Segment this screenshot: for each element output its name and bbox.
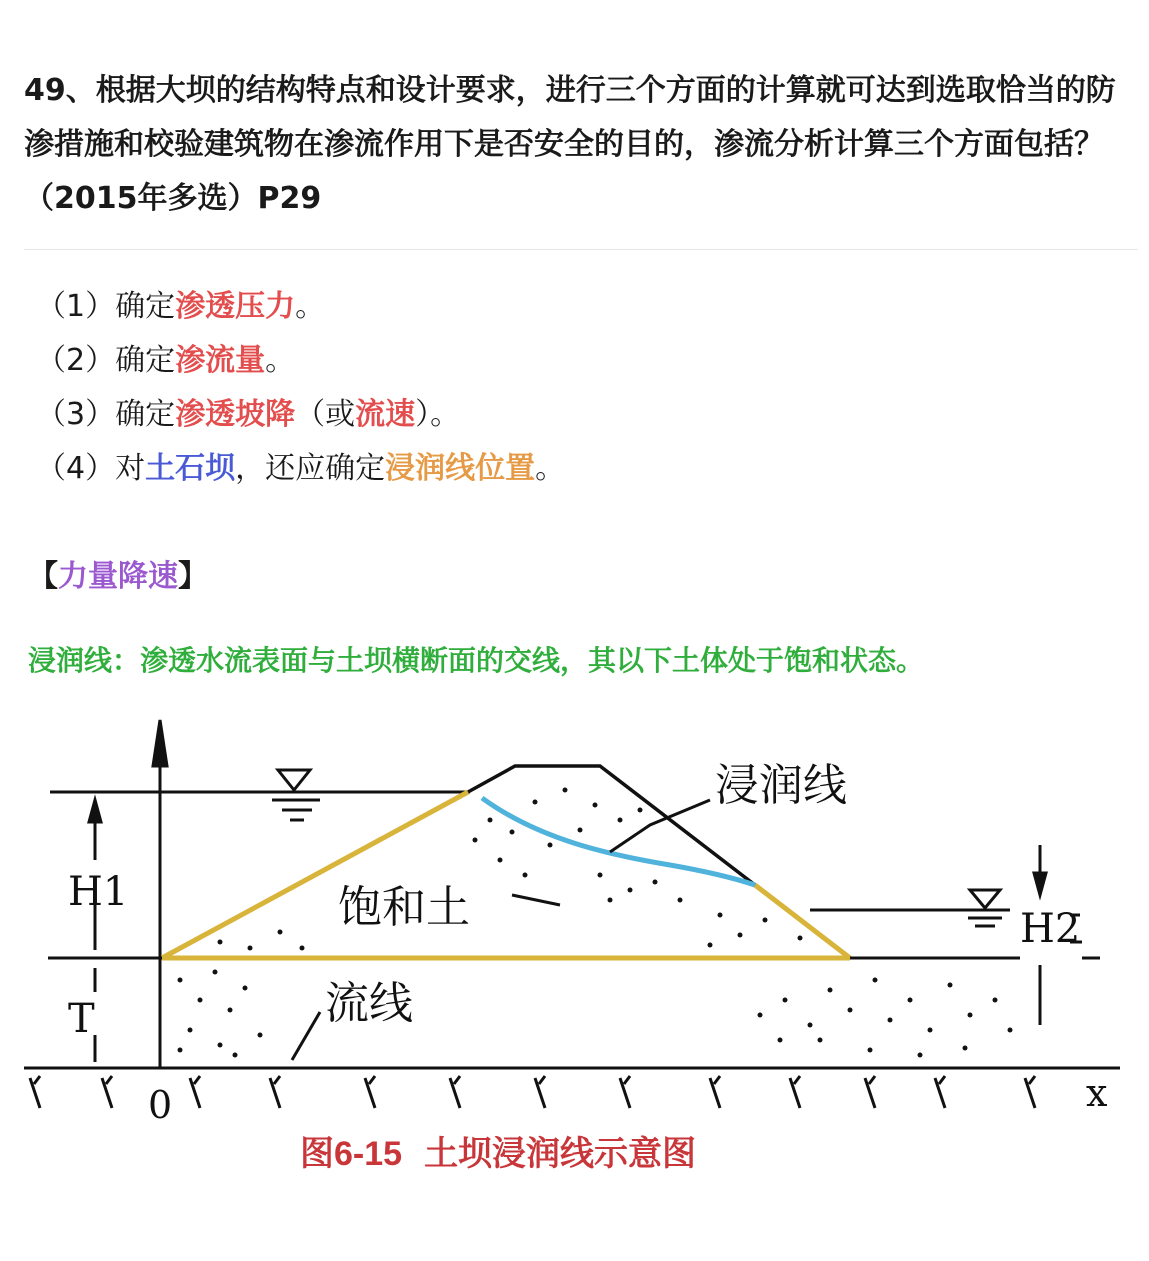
soil-dots (178, 788, 1013, 1058)
phreatic-leader (610, 800, 710, 852)
answer-list (36, 280, 1136, 496)
dam-outline (468, 766, 755, 885)
answer-item-4 (36, 442, 1136, 496)
answer-2-prefix: （2）确定 (36, 343, 176, 378)
phreatic-line (482, 798, 755, 885)
saturated-zone-outline (162, 792, 850, 958)
dimension-marks (89, 800, 1100, 1062)
answer-4-prefix: （4）对 (36, 451, 146, 486)
answer-4-suffix: 。 (535, 451, 566, 486)
answer-1-highlight: 渗透压力 (175, 289, 296, 324)
answer-1-suffix: 。 (295, 289, 326, 324)
answer-4-middle: ，还应确定 (235, 451, 386, 486)
phreatic-label: 浸润线 (715, 760, 847, 811)
mnemonic-close-bracket: 】 (178, 559, 208, 594)
answer-3-prefix: （3）确定 (36, 397, 176, 432)
caption-title: 土坝浸润线示意图 (424, 1135, 697, 1173)
answer-1-prefix: （1）确定 (36, 289, 176, 324)
answer-4-highlight-2: 浸润线位置 (385, 451, 536, 486)
answer-2-suffix: 。 (265, 343, 296, 378)
answer-4-highlight: 土石坝 (145, 451, 236, 486)
figure-caption (300, 1126, 696, 1175)
question-text: 49、根据大坝的结构特点和设计要求，进行三个方面的计算就可达到选取恰当的防渗措施和校验建筑物在渗流作用下是否安全的目的，渗流分析计算三个方面包括？（2015年多选）P29 (24, 73, 1116, 216)
h2-label: H2 (1020, 906, 1081, 952)
answer-item-2 (36, 334, 1136, 388)
flowline-label: 流线 (325, 978, 413, 1029)
upstream-water-level (50, 770, 470, 820)
answer-3-highlight: 渗透坡降 (175, 397, 296, 432)
h1-label: H1 (68, 869, 129, 915)
saturated-soil-label: 饱和土 (338, 882, 470, 933)
mnemonic (28, 550, 208, 604)
answer-3-suffix: ）。 (415, 397, 461, 432)
downstream-water-level (810, 890, 1010, 926)
answer-3-highlight-2: 流速 (355, 397, 416, 432)
divider (24, 249, 1138, 250)
flowline-leader (292, 1012, 320, 1060)
x-axis-label: x (1086, 1071, 1108, 1115)
answer-item-3 (36, 388, 1136, 442)
origin-label: 0 (148, 1083, 173, 1127)
vertical-axis (153, 720, 167, 1068)
definition-text: 浸润线：渗透水流表面与土坝横断面的交线，其以下土体处于饱和状态。 (28, 644, 925, 677)
answer-item-1 (36, 280, 1136, 334)
dam-seepage-diagram (20, 710, 1130, 1130)
ground-line (24, 1068, 1120, 1108)
answer-3-middle: （或 (295, 397, 356, 432)
caption-number: 图6-15 (300, 1135, 403, 1173)
saturated-leader (512, 895, 560, 905)
answer-2-highlight: 渗流量 (175, 343, 266, 378)
t-label: T (68, 996, 95, 1042)
mnemonic-text: 力量降速 (58, 559, 178, 594)
mnemonic-open-bracket: 【 (28, 559, 58, 594)
